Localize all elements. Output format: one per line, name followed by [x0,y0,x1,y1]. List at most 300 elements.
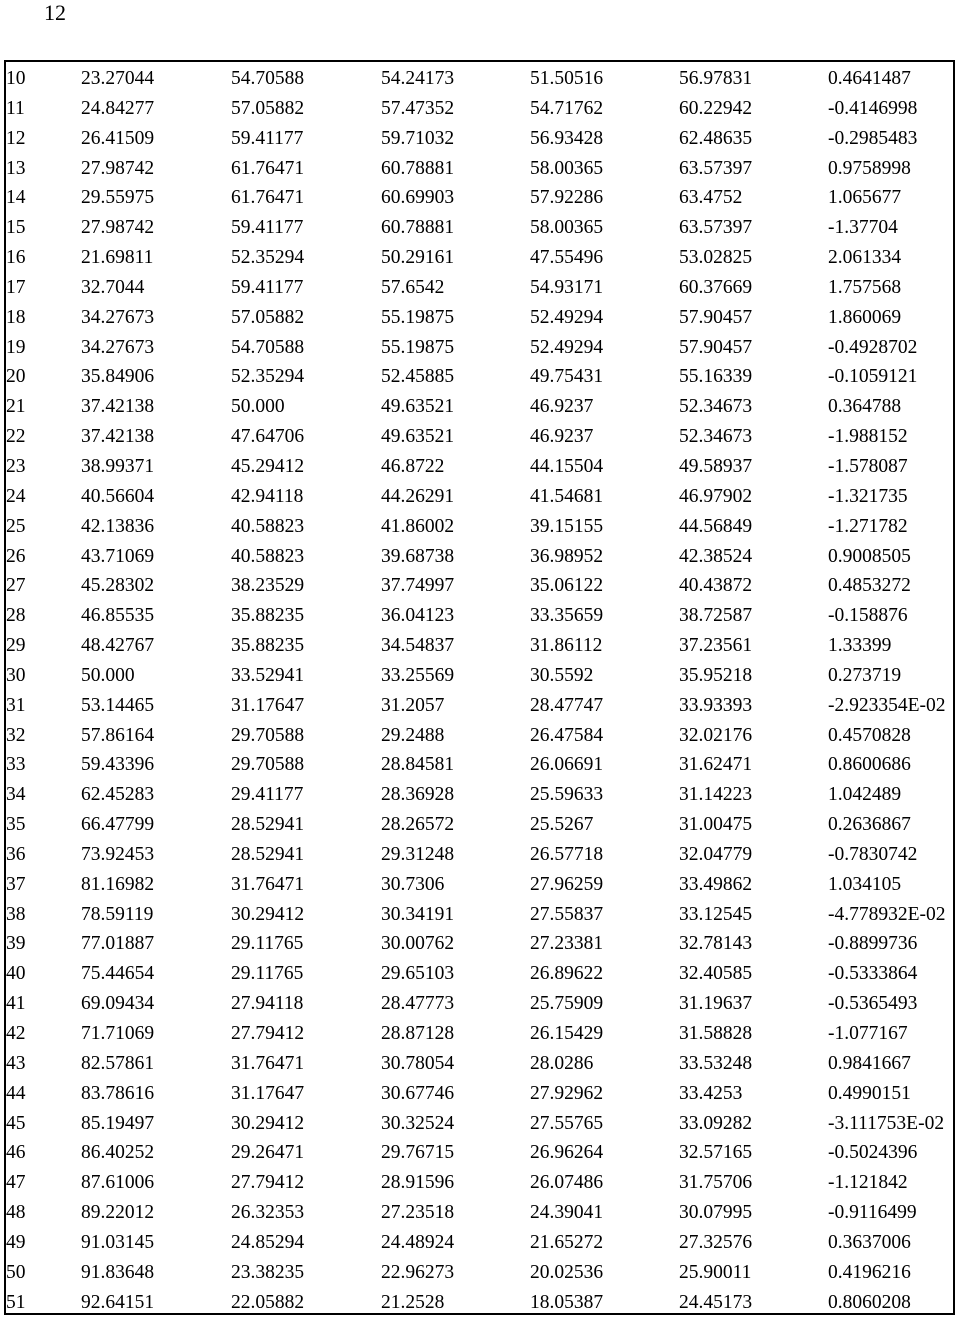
value-cell: 77.01887 [81,933,155,955]
value-cell: 92.64151 [81,1291,155,1313]
value-cell: 41.86002 [381,515,455,537]
value-cell: 33.12545 [679,903,753,925]
row-index-cell: 42 [6,1023,26,1044]
table-row [6,362,953,392]
table-row [6,1138,953,1168]
value-cell: 60.37669 [679,276,753,298]
value-cell: 56.93428 [530,127,604,149]
value-cell: 0.9008505 [828,545,911,567]
value-cell: 37.42138 [81,396,155,418]
value-cell: 40.58823 [231,545,305,567]
table-row [6,64,953,94]
value-cell: 55.19875 [381,336,455,358]
value-cell: 39.68738 [381,545,455,567]
value-cell: 27.32576 [679,1231,753,1253]
value-cell: 1.860069 [828,306,902,328]
table-row [6,959,953,989]
row-index-cell: 39 [6,933,26,955]
row-index-cell: 46 [6,1142,26,1164]
value-cell: 38.99371 [81,455,155,477]
value-cell: -1.321735 [828,485,908,507]
value-cell: -0.5333864 [828,963,918,985]
value-cell: 35.95218 [679,664,753,686]
value-cell: 45.28302 [81,575,155,597]
value-cell: 31.58828 [679,1023,753,1044]
value-cell: 62.45283 [81,784,155,806]
value-cell: 86.40252 [81,1142,155,1164]
value-cell: -0.8899736 [828,933,918,955]
table-row [6,1079,953,1109]
value-cell: 33.09282 [679,1112,753,1134]
value-cell: 31.62471 [679,754,753,776]
value-cell: -0.5024396 [828,1142,918,1164]
value-cell: 33.49862 [679,873,753,895]
value-cell: 31.00475 [679,814,753,836]
row-index-cell: 18 [6,306,26,328]
value-cell: 35.88235 [231,635,305,657]
value-cell: 25.59633 [530,784,604,806]
value-cell: 53.14465 [81,694,155,716]
value-cell: 49.58937 [679,455,753,477]
value-cell: 55.19875 [381,306,455,328]
value-cell: 27.79412 [231,1172,305,1194]
value-cell: 28.36928 [381,784,455,806]
value-cell: 1.034105 [828,873,902,895]
value-cell: 61.76471 [231,157,305,179]
value-cell: -0.5365493 [828,993,918,1015]
table-row [6,183,953,213]
value-cell: 30.67746 [381,1082,455,1104]
value-cell: 0.2636867 [828,814,911,836]
value-cell: 31.86112 [530,635,603,657]
value-cell: 29.26471 [231,1142,305,1164]
row-index-cell: 28 [6,605,26,627]
row-index-cell: 51 [6,1291,26,1313]
value-cell: 1.33399 [828,635,892,657]
value-cell: 26.96264 [530,1142,604,1164]
value-cell: -0.7830742 [828,843,918,865]
value-cell: 28.84581 [381,754,455,776]
row-index-cell: 48 [6,1202,26,1224]
value-cell: 38.72587 [679,605,753,627]
value-cell: 49.75431 [530,366,604,388]
value-cell: 91.83648 [81,1261,155,1283]
value-cell: 29.76715 [381,1142,455,1164]
value-cell: 0.4990151 [828,1082,911,1104]
value-cell: 31.17647 [231,1082,305,1104]
value-cell: 54.24173 [381,68,455,89]
value-cell: 63.57397 [679,217,753,239]
value-cell: 28.52941 [231,814,305,836]
value-cell: -0.158876 [828,605,908,627]
table-row [6,1109,953,1139]
value-cell: 0.8600686 [828,754,911,776]
row-index-cell: 12 [6,127,26,149]
value-cell: 54.70588 [231,336,305,358]
value-cell: 24.85294 [231,1231,305,1253]
value-cell: 30.5592 [530,664,594,686]
value-cell: 28.87128 [381,1023,455,1044]
value-cell: 31.19637 [679,993,753,1015]
row-index-cell: 13 [6,157,26,179]
row-index-cell: 33 [6,754,26,776]
value-cell: 22.05882 [231,1291,305,1313]
table-row [6,750,953,780]
row-index-cell: 25 [6,515,26,537]
value-cell: -1.271782 [828,515,908,537]
value-cell: 48.42767 [81,635,155,657]
value-cell: 26.89622 [530,963,604,985]
row-index-cell: 10 [6,68,26,89]
value-cell: 60.22942 [679,97,753,119]
value-cell: 46.9237 [530,426,594,448]
value-cell: 38.23529 [231,575,305,597]
value-cell: 0.9841667 [828,1052,911,1074]
value-cell: 26.47584 [530,724,604,746]
value-cell: 44.26291 [381,485,455,507]
value-cell: 26.32353 [231,1202,305,1224]
table-row [6,810,953,840]
row-index-cell: 45 [6,1112,26,1134]
value-cell: 30.34191 [381,903,455,925]
value-cell: 52.35294 [231,247,305,269]
value-cell: 29.70588 [231,724,305,746]
row-index-cell: 29 [6,635,26,657]
value-cell: 31.76471 [231,873,305,895]
row-index-cell: 41 [6,993,26,1015]
value-cell: 29.70588 [231,754,305,776]
value-cell: 24.84277 [81,97,155,119]
table-row [6,601,953,631]
value-cell: 29.55975 [81,187,155,209]
value-cell: 27.79412 [231,1023,305,1044]
value-cell: 0.3637006 [828,1231,911,1253]
value-cell: 28.47773 [381,993,455,1015]
value-cell: 37.74997 [381,575,455,597]
value-cell: 29.11765 [231,933,304,955]
value-cell: 66.47799 [81,814,155,836]
value-cell: 44.56849 [679,515,753,537]
value-cell: 27.98742 [81,157,155,179]
value-cell: 46.8722 [381,455,445,477]
value-cell: 62.48635 [679,127,753,149]
table-row [6,154,953,184]
row-index-cell: 36 [6,843,26,865]
value-cell: 54.71762 [530,97,604,119]
row-index-cell: 37 [6,873,26,895]
value-cell: 37.42138 [81,426,155,448]
table-row [6,94,953,124]
value-cell: 31.75706 [679,1172,753,1194]
value-cell: 30.00762 [381,933,455,955]
row-index-cell: 49 [6,1231,26,1253]
table-row [6,691,953,721]
value-cell: 52.49294 [530,336,604,358]
value-cell: 32.04779 [679,843,753,865]
value-cell: 82.57861 [81,1052,155,1074]
row-index-cell: 15 [6,217,26,239]
value-cell: 44.15504 [530,455,604,477]
value-cell: 18.05387 [530,1291,604,1313]
value-cell: 83.78616 [81,1082,155,1104]
value-cell: 31.14223 [679,784,753,806]
value-cell: 33.52941 [231,664,305,686]
row-index-cell: 24 [6,485,26,507]
row-index-cell: 27 [6,575,26,597]
value-cell: 30.07995 [679,1202,753,1224]
value-cell: 60.78881 [381,217,455,239]
value-cell: 29.2488 [381,724,445,746]
value-cell: 42.94118 [231,485,304,507]
value-cell: 57.90457 [679,336,753,358]
value-cell: 40.56604 [81,485,155,507]
value-cell: 42.38524 [679,545,753,567]
value-cell: 22.96273 [381,1261,455,1283]
value-cell: 89.22012 [81,1202,155,1224]
value-cell: 32.57165 [679,1142,753,1164]
value-cell: 31.2057 [381,694,445,716]
value-cell: 26.06691 [530,754,604,776]
table-row [6,840,953,870]
value-cell: 47.64706 [231,426,305,448]
table-body [6,64,953,1317]
row-index-cell: 35 [6,814,26,836]
value-cell: 75.44654 [81,963,155,985]
value-cell: 26.57718 [530,843,604,865]
value-cell: -3.111753E-02 [828,1112,945,1134]
value-cell: 30.78054 [381,1052,455,1074]
page-number: 12 [44,0,66,25]
value-cell: 63.4752 [679,187,743,209]
value-cell: 49.63521 [381,426,455,448]
value-cell: 61.76471 [231,187,305,209]
value-cell: 34.54837 [381,635,455,657]
value-cell: 57.86164 [81,724,155,746]
value-cell: 0.4196216 [828,1261,911,1283]
table-row [6,870,953,900]
value-cell: 56.97831 [679,68,753,89]
value-cell: 33.53248 [679,1052,753,1074]
value-cell: 32.40585 [679,963,753,985]
row-index-cell: 14 [6,187,26,209]
value-cell: 42.13836 [81,515,155,537]
table-row [6,333,953,363]
value-cell: 47.55496 [530,247,604,269]
table-row [6,213,953,243]
row-index-cell: 23 [6,455,26,477]
value-cell: 36.98952 [530,545,604,567]
value-cell: -1.077167 [828,1023,908,1044]
value-cell: 24.45173 [679,1291,753,1313]
row-index-cell: 16 [6,247,26,269]
value-cell: 26.07486 [530,1172,604,1194]
value-cell: -1.578087 [828,455,908,477]
value-cell: 58.00365 [530,217,604,239]
value-cell: 24.48924 [381,1231,455,1253]
value-cell: 87.61006 [81,1172,155,1194]
value-cell: 53.02825 [679,247,753,269]
value-cell: 59.41177 [231,217,304,239]
value-cell: 45.29412 [231,455,305,477]
row-index-cell: 17 [6,276,26,298]
value-cell: 63.57397 [679,157,753,179]
value-cell: 25.5267 [530,814,594,836]
value-cell: 25.75909 [530,993,604,1015]
value-cell: 69.09434 [81,993,155,1015]
value-cell: 1.757568 [828,276,902,298]
value-cell: 55.16339 [679,366,753,388]
table-row [6,273,953,303]
table-row [6,929,953,959]
value-cell: 71.71069 [81,1023,155,1044]
value-cell: 60.78881 [381,157,455,179]
table-row [6,124,953,154]
table-row [6,243,953,273]
value-cell: -1.988152 [828,426,908,448]
table-row [6,1228,953,1258]
table-row [6,482,953,512]
value-cell: 32.78143 [679,933,753,955]
value-cell: 57.05882 [231,97,305,119]
value-cell: 33.93393 [679,694,753,716]
value-cell: 33.25569 [381,664,455,686]
table-row [6,989,953,1019]
value-cell: 0.4641487 [828,68,911,89]
value-cell: 52.34673 [679,426,753,448]
value-cell: 57.92286 [530,187,604,209]
value-cell: 30.7306 [381,873,445,895]
value-cell: 1.042489 [828,784,902,806]
value-cell: 49.63521 [381,396,455,418]
table-row [6,661,953,691]
value-cell: 50.000 [231,396,285,418]
value-cell: 27.23518 [381,1202,455,1224]
value-cell: 28.0286 [530,1052,594,1074]
value-cell: 81.16982 [81,873,155,895]
value-cell: 58.00365 [530,157,604,179]
value-cell: 29.31248 [381,843,455,865]
value-cell: 26.41509 [81,127,155,149]
table-row [6,303,953,333]
table-row [6,571,953,601]
value-cell: 32.02176 [679,724,753,746]
value-cell: 31.17647 [231,694,305,716]
table-row [6,1019,953,1049]
value-cell: 52.45885 [381,366,455,388]
value-cell: 29.65103 [381,963,455,985]
table-row [6,422,953,452]
value-cell: -0.4146998 [828,97,918,119]
value-cell: 39.15155 [530,515,604,537]
value-cell: -0.9116499 [828,1202,917,1224]
value-cell: 0.364788 [828,396,902,418]
value-cell: 73.92453 [81,843,155,865]
value-cell: 59.71032 [381,127,455,149]
value-cell: 29.11765 [231,963,304,985]
row-index-cell: 44 [6,1082,26,1104]
value-cell: 34.27673 [81,306,155,328]
row-index-cell: 26 [6,545,26,567]
table-row [6,512,953,542]
value-cell: 60.69903 [381,187,455,209]
value-cell: 28.52941 [231,843,305,865]
value-cell: 23.27044 [81,68,155,89]
value-cell: 52.35294 [231,366,305,388]
value-cell: 21.65272 [530,1231,604,1253]
row-index-cell: 50 [6,1261,26,1283]
table-row [6,452,953,482]
value-cell: -4.778932E-02 [828,903,946,925]
value-cell: 35.88235 [231,605,305,627]
data-table [6,64,953,1317]
value-cell: 27.92962 [530,1082,604,1104]
value-cell: 0.4570828 [828,724,911,746]
value-cell: 46.97902 [679,485,753,507]
value-cell: 32.7044 [81,276,145,298]
value-cell: 30.29412 [231,903,305,925]
value-cell: 54.93171 [530,276,604,298]
table-row [6,1049,953,1079]
row-index-cell: 20 [6,366,26,388]
value-cell: 27.55765 [530,1112,604,1134]
value-cell: -0.4928702 [828,336,918,358]
value-cell: -0.1059121 [828,366,918,388]
value-cell: 28.47747 [530,694,604,716]
table-row [6,780,953,810]
value-cell: 52.34673 [679,396,753,418]
value-cell: 35.84906 [81,366,155,388]
value-cell: 0.4853272 [828,575,911,597]
value-cell: 27.55837 [530,903,604,925]
row-index-cell: 22 [6,426,26,448]
row-index-cell: 34 [6,784,26,806]
value-cell: -1.37704 [828,217,898,239]
value-cell: -2.923354E-02 [828,694,946,716]
table-row [6,1288,953,1317]
value-cell: 27.94118 [231,993,304,1015]
value-cell: 46.9237 [530,396,594,418]
value-cell: -1.121842 [828,1172,908,1194]
value-cell: 85.19497 [81,1112,155,1134]
value-cell: 34.27673 [81,336,155,358]
value-cell: 21.2528 [381,1291,445,1313]
table-row [6,542,953,572]
table-row [6,392,953,422]
value-cell: 59.41177 [231,276,304,298]
value-cell: 30.29412 [231,1112,305,1134]
value-cell: 78.59119 [81,903,154,925]
data-table-frame [4,60,955,1315]
value-cell: 50.000 [81,664,135,686]
row-index-cell: 30 [6,664,26,686]
value-cell: 23.38235 [231,1261,305,1283]
value-cell: 59.43396 [81,754,155,776]
value-cell: 54.70588 [231,68,305,89]
row-index-cell: 11 [6,97,25,119]
value-cell: 29.41177 [231,784,304,806]
value-cell: 46.85535 [81,605,155,627]
value-cell: 52.49294 [530,306,604,328]
row-index-cell: 43 [6,1052,26,1074]
table-row [6,1168,953,1198]
value-cell: 33.35659 [530,605,604,627]
value-cell: 57.90457 [679,306,753,328]
value-cell: 41.54681 [530,485,604,507]
value-cell: 37.23561 [679,635,753,657]
row-index-cell: 40 [6,963,26,985]
value-cell: 40.58823 [231,515,305,537]
value-cell: 51.50516 [530,68,604,89]
